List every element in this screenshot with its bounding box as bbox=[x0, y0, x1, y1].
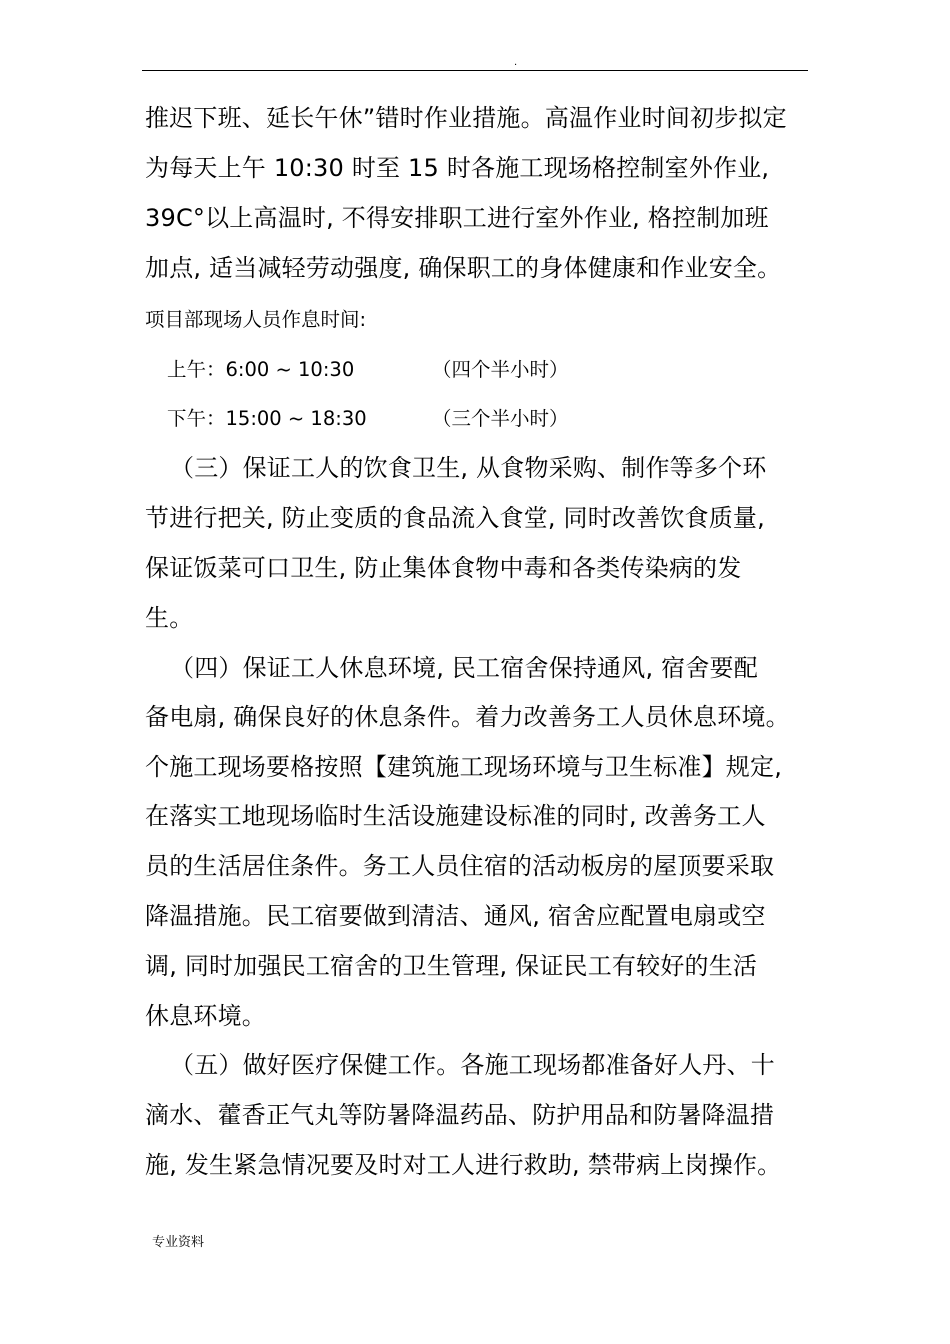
paragraph-line: 滴水、藿香正气丸等防暑降温药品、防护用品和防暑降温措 bbox=[145, 1101, 775, 1129]
paragraph-line: 加点, 适当减轻劳动强度, 确保职工的身体健康和作业安全。 bbox=[145, 254, 782, 282]
schedule-heading: 项目部现场人员作息时间: bbox=[145, 308, 367, 331]
header-mark: . bbox=[514, 57, 518, 68]
footer-label: 专业资料 bbox=[152, 1235, 205, 1250]
paragraph-line: 休息环境。 bbox=[145, 1002, 266, 1030]
paragraph-line: 生。 bbox=[145, 604, 194, 632]
paragraph-line: 个施工现场要格按照【建筑施工现场环境与卫生标准】规定, bbox=[145, 753, 783, 781]
paragraph-line: （三）保证工人的饮食卫生, 从食物采购、制作等多个环 bbox=[170, 454, 767, 482]
paragraph-line: （五）做好医疗保健工作。各施工现场都准备好人丹、十 bbox=[170, 1051, 775, 1079]
paragraph-line: 保证饭菜可口卫生, 防止集体食物中毒和各类传染病的发 bbox=[145, 554, 742, 582]
paragraph-line: （四）保证工人休息环境, 民工宿舍保持通风, 宿舍要配 bbox=[170, 654, 758, 682]
paragraph-line: 员的生活居住条件。务工人员住宿的活动板房的屋顶要采取 bbox=[145, 852, 775, 880]
paragraph-line: 调, 同时加强民工宿舍的卫生管理, 保证民工有较好的生活 bbox=[145, 952, 758, 980]
paragraph-line: 节进行把关, 防止变质的食品流入食堂, 同时改善饮食质量, bbox=[145, 504, 765, 532]
paragraph-line: 在落实工地现场临时生活设施建设标准的同时, 改善务工人 bbox=[145, 802, 766, 830]
header-rule bbox=[142, 70, 808, 71]
paragraph-line: 降温措施。民工宿要做到清洁、通风, 宿舍应配置电扇或空 bbox=[145, 902, 766, 930]
paragraph-line: 施, 发生紧急情况要及时对工人进行救助, 禁带病上岗操作。 bbox=[145, 1151, 782, 1179]
schedule-afternoon-time: 下午：15:00 ~ 18:30 bbox=[167, 407, 367, 430]
schedule-afternoon-note: （三个半小时） bbox=[432, 407, 569, 430]
schedule-morning-note: （四个半小时） bbox=[432, 358, 569, 381]
paragraph-line: 推迟下班、延长午休”错时作业措施。高温作业时间初步拟定 bbox=[145, 104, 787, 132]
paragraph-line: 39C°以上高温时, 不得安排职工进行室外作业, 格控制加班 bbox=[145, 204, 769, 232]
paragraph-line: 备电扇, 确保良好的休息条件。着力改善务工人员休息环境。 bbox=[145, 703, 790, 731]
paragraph-line: 为每天上午 10:30 时至 15 时各施工现场格控制室外作业, bbox=[145, 154, 770, 182]
schedule-morning-time: 上午：6:00 ~ 10:30 bbox=[167, 358, 355, 381]
